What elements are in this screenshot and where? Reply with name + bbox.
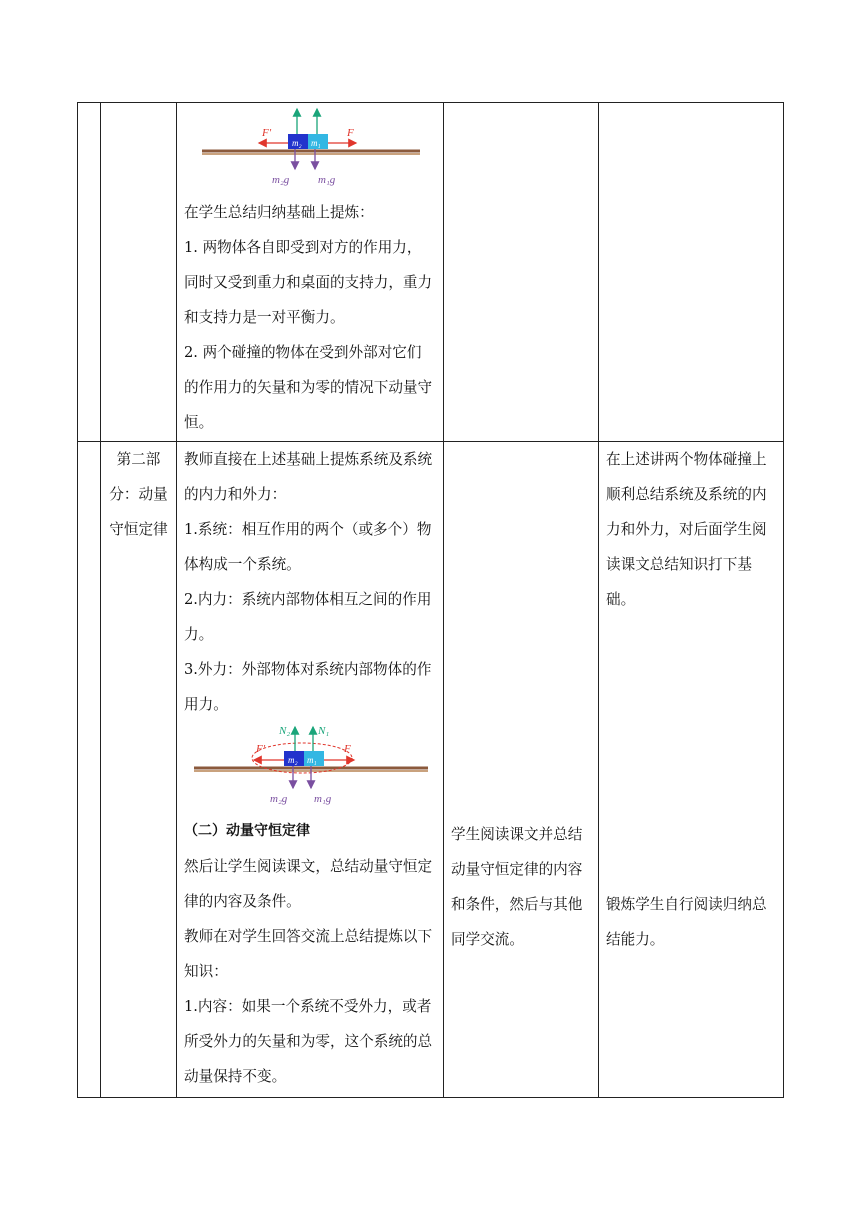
section-cell <box>101 103 177 442</box>
paragraph: 然后让学生阅读课文，总结动量守恒定律的内容及条件。 <box>184 858 433 910</box>
teacher-activity-cell <box>177 442 444 1098</box>
svg-text:F: F <box>344 743 351 755</box>
svg-text:m₂g: m₂g <box>272 174 290 186</box>
svg-text:m₁g: m₁g <box>314 793 332 805</box>
svg-text:m₁g: m₁g <box>318 174 336 186</box>
table-row <box>78 442 784 1098</box>
svg-text:N₁: N₁ <box>318 725 330 737</box>
paragraph: 2. 两个碰撞的物体在受到外部对它们的作用力的矢量和为零的情况下动量守恒。 <box>184 344 433 431</box>
svg-text:N₂: N₂ <box>279 725 291 737</box>
paragraph: 1.系统：相互作用的两个（或多个）物体构成一个系统。 <box>184 521 432 573</box>
student-activity-cell <box>444 442 599 1098</box>
section-title: 第二部分：动量守恒定律 <box>109 451 168 538</box>
paragraph: 教师直接在上述基础上提炼系统及系统的内力和外力： <box>184 451 433 503</box>
design-intent-cell <box>599 442 784 1098</box>
paragraph: 3.外力：外部物体对系统内部物体的作用力。 <box>184 661 432 713</box>
collision-force-diagram <box>184 103 434 195</box>
lesson-plan-table <box>77 102 784 1098</box>
table-row <box>78 103 784 442</box>
paragraph: 在学生总结归纳基础上提炼： <box>184 204 374 221</box>
paragraph: 学生阅读课文并总结动量守恒定律的内容和条件，然后与其他同学交流。 <box>451 826 583 948</box>
svg-text:F′: F′ <box>256 743 266 755</box>
svg-text:m₁: m₁ <box>307 755 317 765</box>
svg-text:F: F <box>347 127 354 139</box>
svg-text:m₂: m₂ <box>288 755 298 765</box>
svg-text:m₁: m₁ <box>311 138 321 148</box>
svg-text:F′: F′ <box>262 127 272 139</box>
paragraph: 1. 两物体各自即受到对方的作用力，同时又受到重力和桌面的支持力，重力和支持力是一对平衡力。 <box>184 239 433 326</box>
svg-text:m₂: m₂ <box>292 138 302 148</box>
design-intent-cell <box>599 103 784 442</box>
section-cell <box>101 442 177 1098</box>
teacher-activity-cell <box>177 103 444 442</box>
section-heading: （二）动量守恒定律 <box>184 823 310 839</box>
force-diagram-2 <box>184 722 436 814</box>
margin-cell <box>78 103 101 442</box>
paragraph: 1.内容：如果一个系统不受外力，或者所受外力的矢量和为零，这个系统的总动量保持不变。 <box>184 998 433 1085</box>
paragraph: 锻炼学生自行阅读归纳总结能力。 <box>606 896 767 948</box>
paragraph: 在上述讲两个物体碰撞上顺利总结系统及系统的内力和外力，对后面学生阅读课文总结知识打下基础。 <box>606 451 767 608</box>
margin-cell <box>78 442 101 1098</box>
paragraph: 教师在对学生回答交流上总结提炼以下知识： <box>184 928 433 980</box>
force-diagram-1 <box>184 103 436 195</box>
student-activity-cell <box>444 103 599 442</box>
svg-text:m₂g: m₂g <box>270 793 288 805</box>
system-force-diagram <box>184 722 434 814</box>
paragraph: 2.内力：系统内部物体相互之间的作用力。 <box>184 591 432 643</box>
